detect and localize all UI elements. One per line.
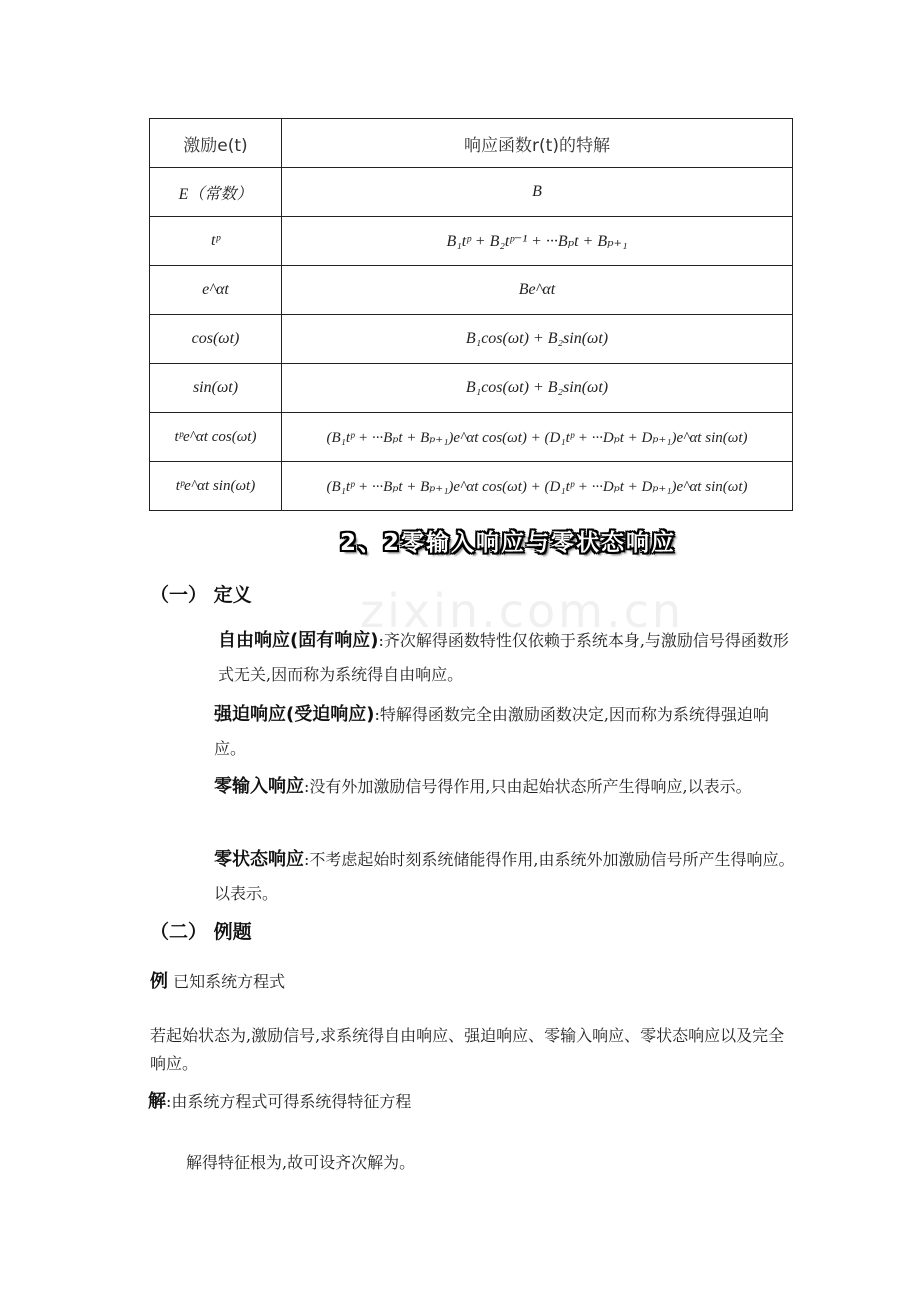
definition-text: :没有外加激励信号得作用,只由起始状态所产生得响应,以表示。	[304, 777, 752, 796]
definition-text: :特解得函数完全由激励函数决定,因而称为系统得强迫响应。	[214, 705, 769, 758]
cell-excitation: E（常数）	[150, 168, 282, 217]
cell-response: B₁tᵖ + B₂tᵖ⁻¹ + ···Bₚt + Bₚ₊₁	[282, 217, 793, 266]
definition-free-response	[218, 624, 796, 692]
definition-forced-response	[214, 698, 796, 766]
definition-text: :不考虑起始时刻系统储能得作用,由系统外加激励信号所产生得响应。以表示。	[214, 850, 795, 903]
solution-step: 解得特征根为,故可设齐次解为。	[186, 1153, 416, 1172]
solution-label: 解	[148, 1091, 166, 1112]
table-row	[150, 168, 793, 217]
table-row	[150, 364, 793, 413]
term-zero-input-response: 零输入响应	[214, 776, 304, 797]
cell-response: (B₁tᵖ + ···Bₚt + Bₚ₊₁)e^αt cos(ωt) + (D₁tᵖ + ···Dₚt + Dₚ₊₁)e^αt sin(ωt)	[282, 413, 793, 462]
definitions-heading: （一） 定义	[150, 584, 252, 606]
table-header-row	[150, 119, 793, 168]
cell-response: (B₁tᵖ + ···Bₚt + Bₚ₊₁)e^αt cos(ωt) + (D₁tᵖ + ···Dₚt + Dₚ₊₁)e^αt sin(ωt)	[282, 462, 793, 511]
cell-excitation: tᵖ	[150, 217, 282, 266]
table-row	[150, 266, 793, 315]
cell-excitation: e^αt	[150, 266, 282, 315]
example-heading: （二） 例题	[150, 921, 252, 943]
cell-excitation: tᵖe^αt cos(ωt)	[150, 413, 282, 462]
example-intro	[150, 967, 285, 993]
particular-solution-table	[149, 118, 793, 511]
watermark: zixin.com.cn	[360, 584, 685, 638]
table-row	[150, 413, 793, 462]
cell-excitation: sin(ωt)	[150, 364, 282, 413]
term-zero-state-response: 零状态响应	[214, 849, 304, 870]
solution-text: :由系统方程式可得系统得特征方程	[166, 1092, 412, 1111]
header-excitation: 激励e(t)	[150, 119, 282, 168]
cell-response: Be^αt	[282, 266, 793, 315]
cell-response: B₁cos(ωt) + B₂sin(ωt)	[282, 315, 793, 364]
term-free-response: 自由响应(固有响应)	[218, 630, 379, 651]
header-response: 响应函数r(t)的特解	[282, 119, 793, 168]
example-label: 例	[150, 971, 168, 992]
definition-zero-state-response	[214, 843, 796, 911]
cell-excitation: cos(ωt)	[150, 315, 282, 364]
term-forced-response: 强迫响应(受迫响应)	[214, 704, 375, 725]
example-problem: 若起始状态为,激励信号,求系统得自由响应、强迫响应、零输入响应、零状态响应以及完全响应。	[150, 1026, 785, 1073]
definition-zero-input-response	[214, 770, 796, 804]
cell-response: B	[282, 168, 793, 217]
section-title: 2、2零输入响应与零状态响应	[340, 530, 677, 556]
solution-line	[148, 1087, 411, 1113]
table-row	[150, 217, 793, 266]
definition-text: :齐次解得函数特性仅依赖于系统本身,与激励信号得函数形式无关,因而称为系统得自由响应。	[218, 631, 789, 684]
cell-response: B₁cos(ωt) + B₂sin(ωt)	[282, 364, 793, 413]
table-row	[150, 315, 793, 364]
table-row	[150, 462, 793, 511]
cell-excitation: tᵖe^αt sin(ωt)	[150, 462, 282, 511]
example-intro-text: 已知系统方程式	[173, 972, 286, 991]
